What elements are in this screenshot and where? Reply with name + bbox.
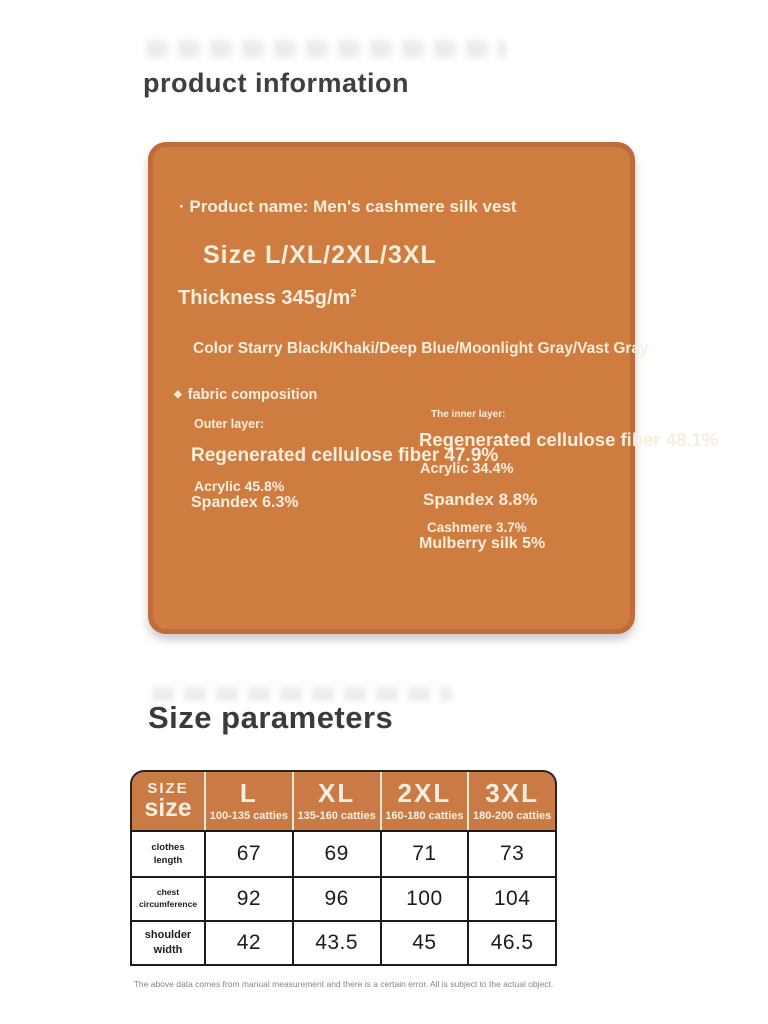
inner-layer-title: The inner layer: bbox=[431, 409, 506, 420]
table-value: 67 bbox=[204, 832, 292, 876]
fabric-composition-label: fabric composition bbox=[187, 387, 318, 403]
size-table-header-cell bbox=[380, 772, 468, 830]
size-table-header-cell bbox=[204, 772, 292, 830]
table-value: 69 bbox=[292, 832, 380, 876]
size-label: 2XL bbox=[397, 778, 452, 808]
size-line: Size L/XL/2XL/3XL bbox=[203, 241, 437, 269]
weight-range-label: 100-135 catties bbox=[209, 810, 289, 822]
row-label: clothes length bbox=[132, 832, 204, 876]
inner-layer-column bbox=[419, 408, 719, 553]
fabric-composition-heading bbox=[174, 387, 317, 403]
size-label: L bbox=[239, 778, 258, 808]
table-value: 100 bbox=[380, 876, 468, 920]
product-details-card bbox=[148, 142, 719, 634]
product-information-heading: product information bbox=[143, 68, 409, 98]
size-parameters-heading: Size parameters bbox=[148, 700, 394, 735]
color-line: Color Starry Black/Khaki/Deep Blue/Moonlight Gray/Vast Gray bbox=[193, 340, 649, 357]
outer-layer-item: Spandex 6.3% bbox=[191, 494, 299, 511]
table-value: 43.5 bbox=[292, 920, 380, 964]
size-table-body bbox=[130, 830, 557, 966]
table-value: 104 bbox=[467, 876, 555, 920]
inner-layer-item: Cashmere 3.7% bbox=[427, 519, 527, 535]
ghost-watermark-size bbox=[152, 687, 452, 701]
table-value: 45 bbox=[380, 920, 468, 964]
table-value: 96 bbox=[292, 876, 380, 920]
outer-layer-item: Acrylic 45.8% bbox=[194, 478, 285, 494]
size-label: XL bbox=[318, 778, 356, 808]
corner-size-lower: size bbox=[144, 793, 192, 822]
table-value: 42 bbox=[204, 920, 292, 964]
outer-layer-item: Regenerated cellulose fiber 47.9% bbox=[191, 445, 499, 466]
inner-layer-item: Acrylic 34.4% bbox=[420, 460, 514, 477]
weight-range-label: 160-180 catties bbox=[385, 810, 464, 822]
size-table-header-cell bbox=[467, 772, 555, 830]
size-table-header-cell bbox=[292, 772, 380, 830]
table-value: 71 bbox=[380, 832, 468, 876]
inner-layer-item: Spandex 8.8% bbox=[423, 489, 538, 509]
thickness-exponent: 2 bbox=[350, 287, 357, 300]
row-label: chest circumference bbox=[132, 876, 204, 920]
measurement-disclaimer: The above data comes from manual measurement and there is a certain error. All is subject to the actual object. bbox=[133, 979, 554, 989]
inner-layer-item: Mulberry silk 5% bbox=[419, 534, 546, 552]
table-value: 92 bbox=[204, 876, 292, 920]
product-name-line: · Product name: Men's cashmere silk vest bbox=[179, 197, 517, 216]
table-value: 73 bbox=[467, 832, 555, 876]
size-table-corner-cell bbox=[132, 772, 204, 830]
thickness-text: Thickness 345g/m bbox=[178, 287, 351, 309]
outer-layer-title: Outer layer: bbox=[194, 417, 265, 431]
size-label: 3XL bbox=[485, 778, 539, 808]
weight-range-label: 180-200 catties bbox=[472, 810, 552, 822]
row-label: shoulder width bbox=[132, 920, 204, 964]
ghost-watermark-top bbox=[146, 40, 506, 58]
inner-layer-item: Regenerated cellulose fiber 48.1% bbox=[419, 428, 719, 450]
corner-size-caps: SIZE bbox=[147, 779, 189, 797]
diamond-bullet-icon: ◆ bbox=[174, 389, 182, 400]
thickness-line bbox=[178, 287, 356, 310]
table-value: 46.5 bbox=[467, 920, 555, 964]
size-table-header-row bbox=[130, 770, 557, 830]
weight-range-label: 135-160 catties bbox=[297, 810, 376, 822]
size-parameters-table bbox=[130, 770, 557, 966]
